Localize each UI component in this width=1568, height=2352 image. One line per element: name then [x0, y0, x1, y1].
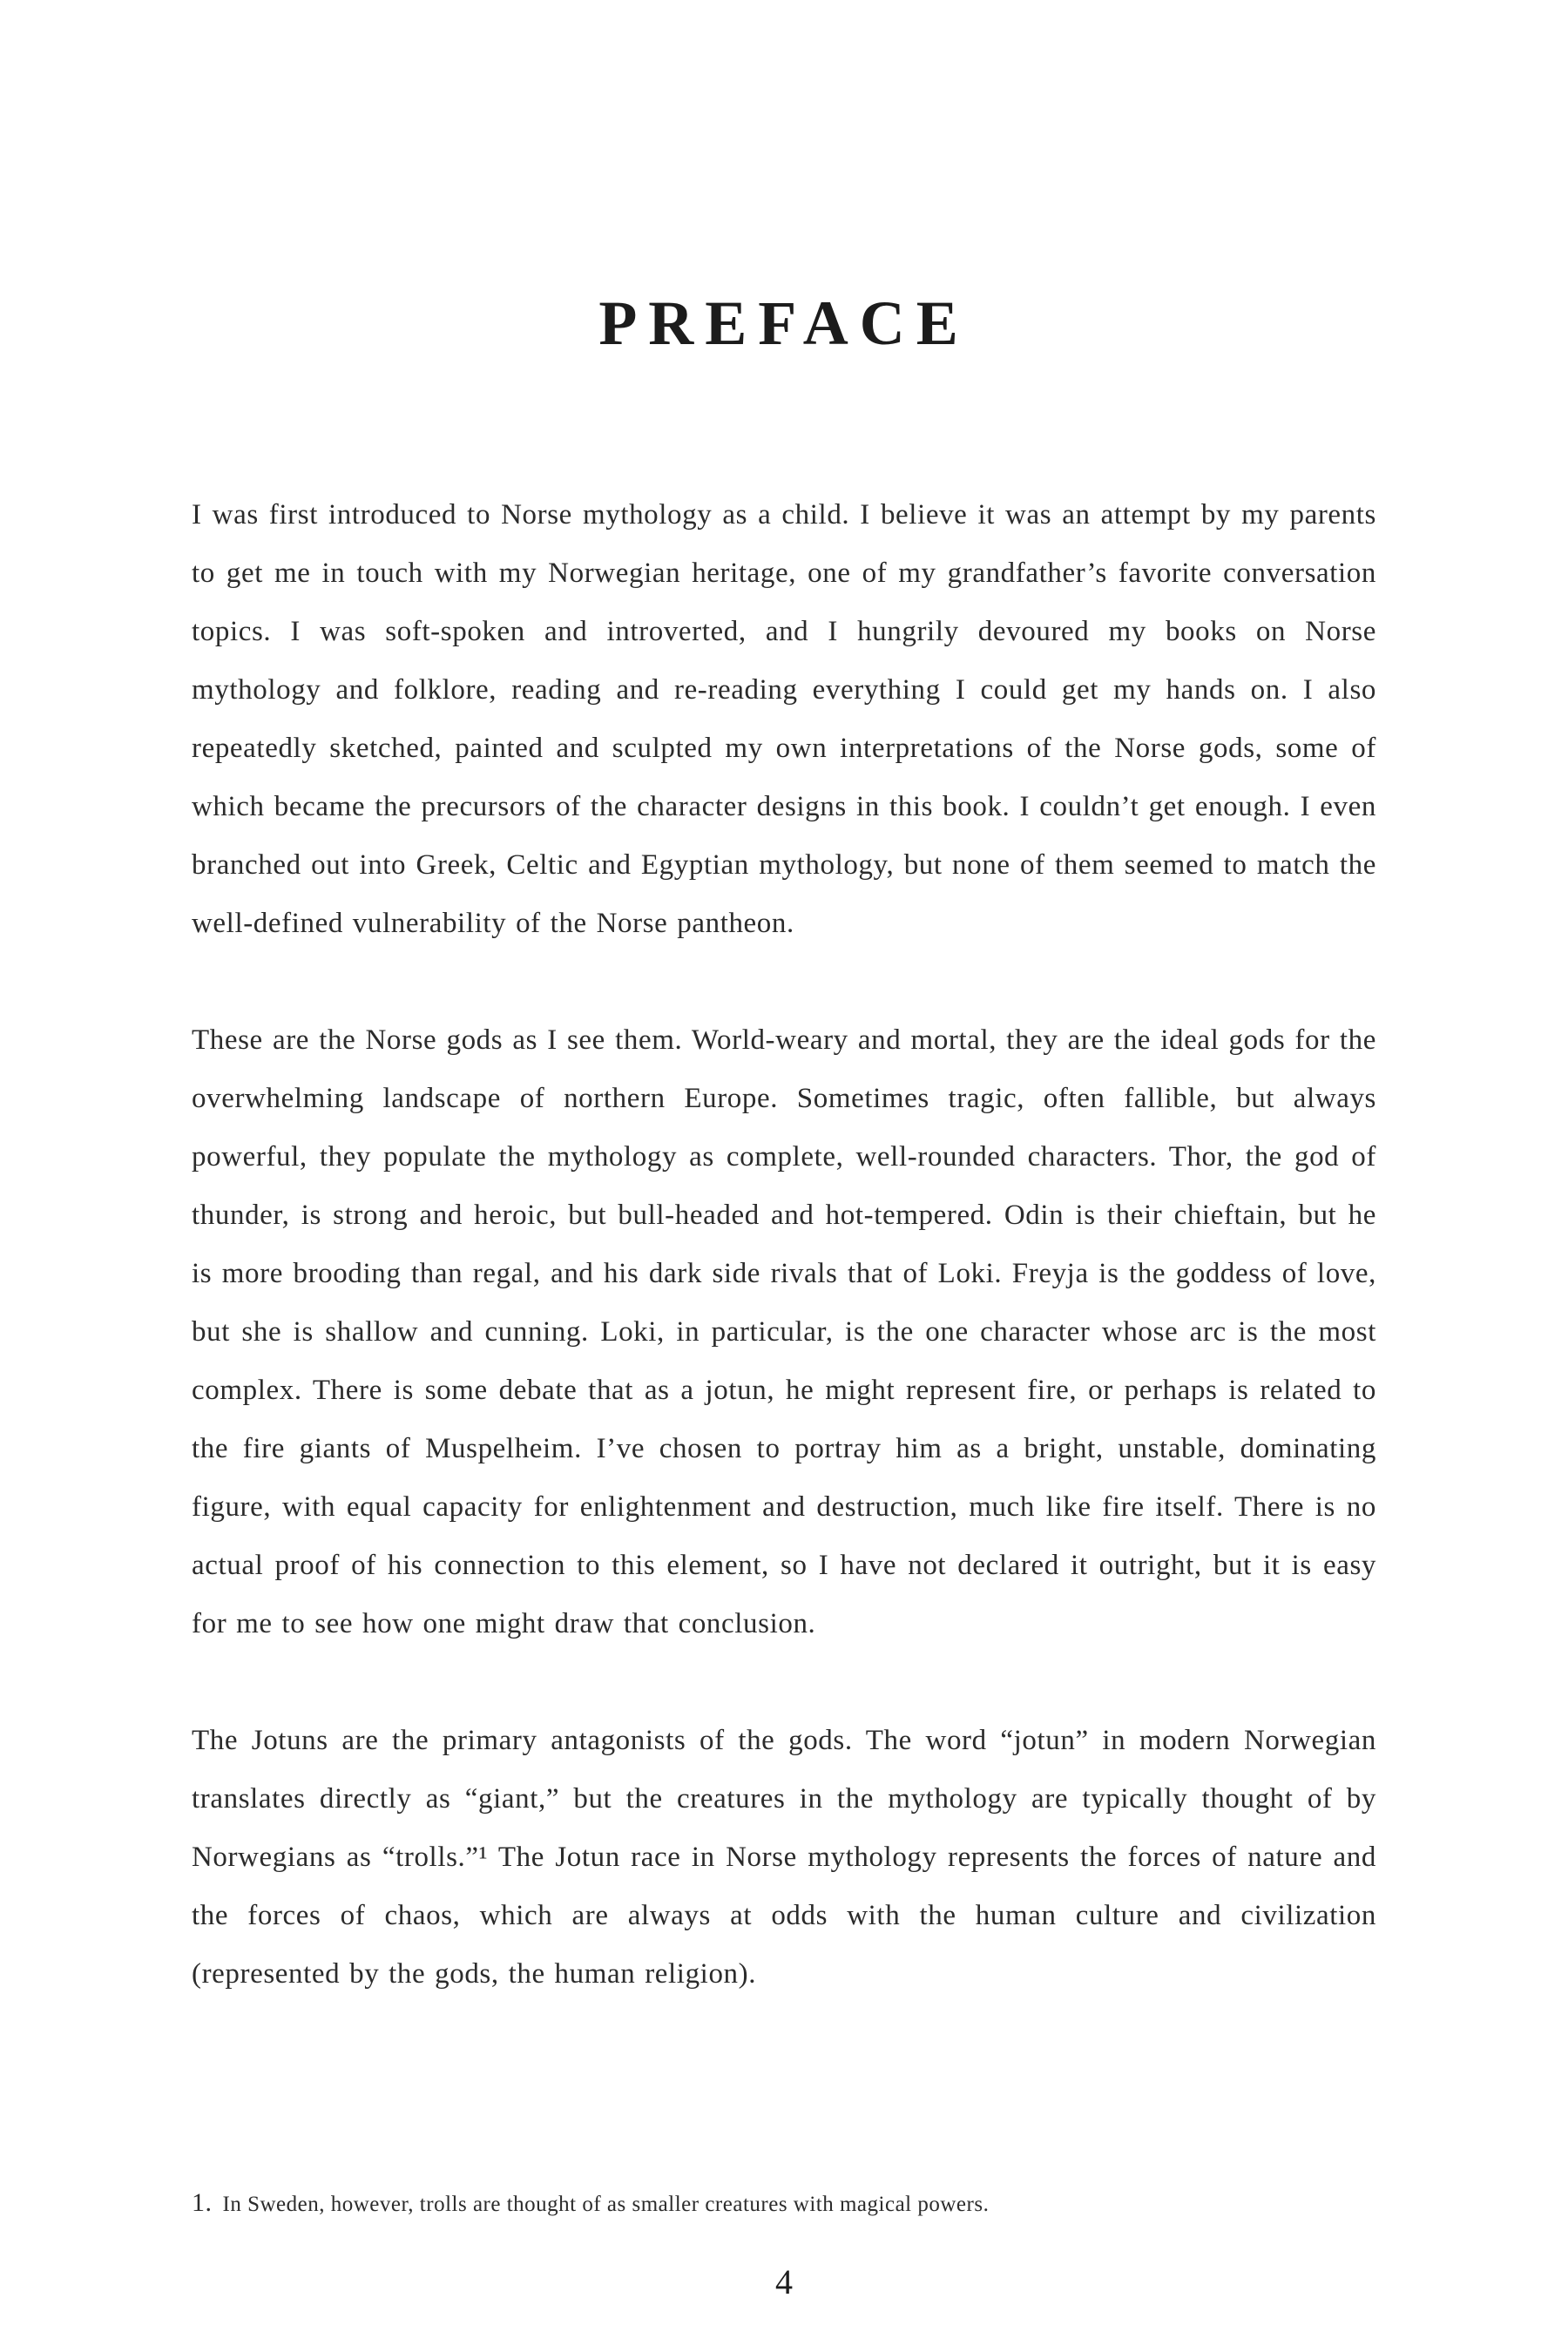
- page-title: PREFACE: [598, 288, 970, 358]
- paragraph-3: The Jotuns are the primary antagonists of the gods. The word “jotun” in modern Norwegian translates directly as “giant,” but the creatures in the mythology are typically thought of by Norwegians as “trolls.”¹ The Jotun race in Norse mythology represents the forces of nature and the forces of chaos, which are always at odds with the human culture and civilization (represented by the gods, the human religion).: [192, 1725, 1376, 1990]
- paragraph-1: I was first introduced to Norse mythology as a child. I believe it was an attempt by my parents to get me in touch with my Norwegian heritage, one of my grandfather’s favorite conversation topics. I was soft-spoken and introverted, and I hungrily devoured my books on Norse mythology and folklore, reading and re-reading everything I could get my hands on. I also repeatedly sketched, painted and sculpted my own interpretations of the Norse gods, some of which became the precursors of the character designs in this book. I couldn’t get enough. I even branched out into Greek, Celtic and Egyptian mythology, but none of them seemed to match the well-defined vulnerability of the Norse pantheon.: [192, 499, 1376, 939]
- footnote-text: In Sweden, however, trolls are thought of as smaller creatures with magical powers.: [222, 2193, 990, 2216]
- paragraph-2: These are the Norse gods as I see them. World-weary and mortal, they are the ideal gods for the overwhelming landscape of northern Europe. Sometimes tragic, often fallible, but always powerful, they populate the mythology as complete, well-rounded characters. Thor, the god of thunder, is strong and heroic, but bull-headed and hot-tempered. Odin is their chieftain, but he is more brooding than regal, and his dark side rivals that of Loki. Freyja is the goddess of love, but she is shallow and cunning. Loki, in particular, is the one character whose arc is the most complex. There is some debate that as a jotun, he might represent fire, or perhaps is related to the fire giants of Muspelheim. I’ve chosen to portray him as a bright, unstable, dominating figure, with equal capacity for enlightenment and destruction, much like fire itself. There is no actual proof of his connection to this element, so I have not declared it outright, but it is easy for me to see how one might draw that conclusion.: [192, 1024, 1376, 1639]
- footnote-marker: 1.: [192, 2188, 213, 2217]
- footnote: [192, 2188, 1376, 2218]
- page-number: 4: [775, 2262, 793, 2301]
- preface-body: [192, 486, 1376, 2062]
